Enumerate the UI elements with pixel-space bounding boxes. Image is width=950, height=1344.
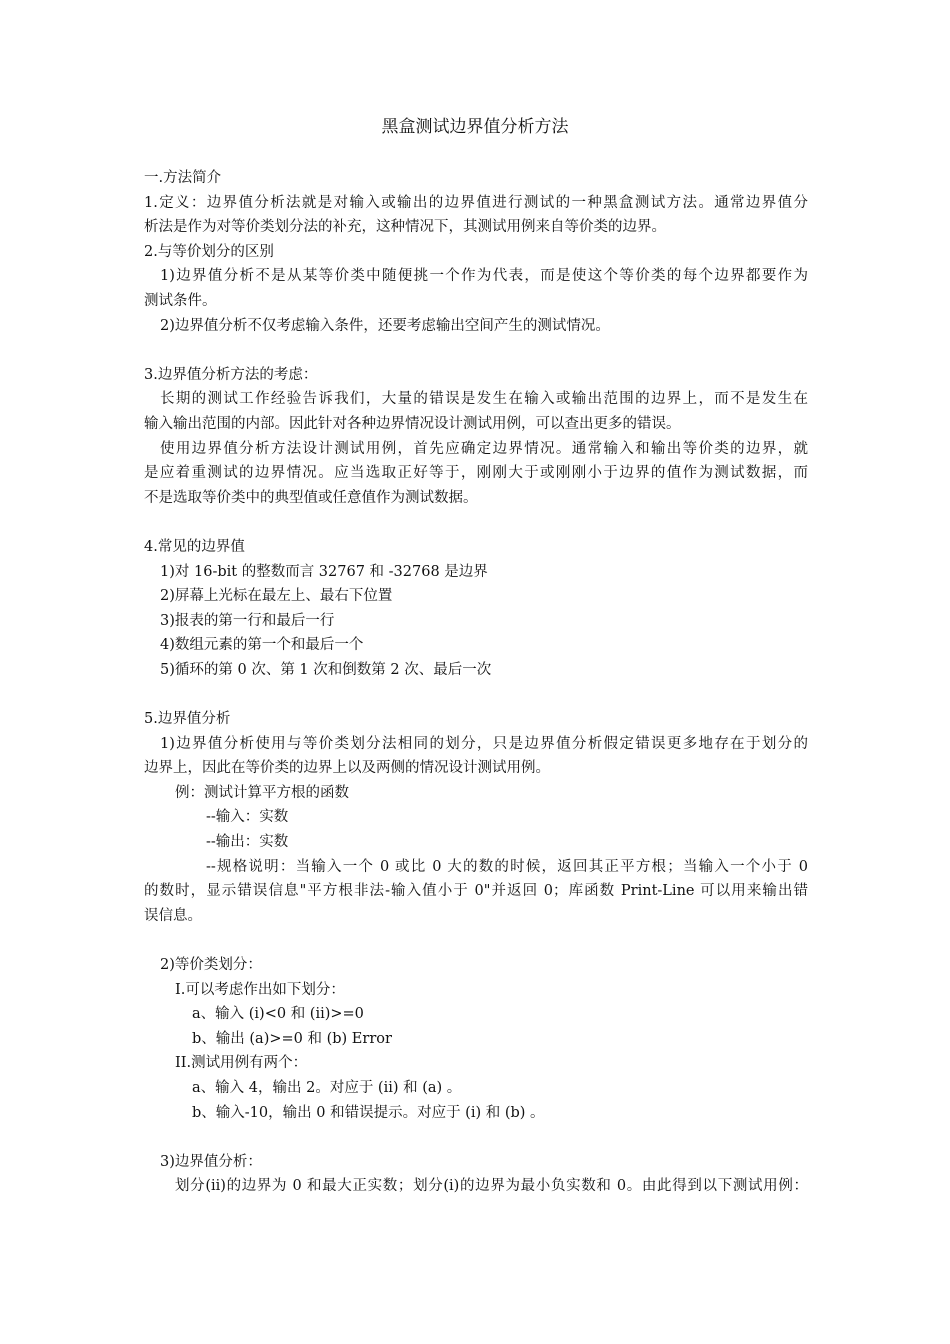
- paragraph-line: 是应着重测试的边界情况。应当选取正好等于，刚刚大于或刚刚小于边界的值作为测试数据，而: [144, 465, 808, 482]
- paragraph-line: 1)边界值分析使用与等价类划分法相同的划分，只是边界值分析假定错误更多地存在于划分的: [160, 735, 808, 752]
- paragraph-line: 划分(ii)的边界为 0 和最大正实数；划分(i)的边界为最小负实数和 0。由此得到以下测试用例：: [175, 1178, 808, 1195]
- example-line: --规格说明：当输入一个 0 或比 0 大的数的时候，返回其正平方根；当输入一个小于 0: [206, 858, 808, 875]
- blank-line: [144, 338, 808, 363]
- section-heading-considerations: 3.边界值分析方法的考虑：: [144, 366, 318, 383]
- paragraph-line: 不是选取等价类中的典型值或任意值作为测试数据。: [144, 489, 478, 506]
- paragraph-line: 1)边界值分析不是从某等价类中随便挑一个作为代表，而是使这个等价类的每个边界都要作为: [160, 268, 808, 285]
- list-item: II.测试用例有两个：: [175, 1055, 308, 1072]
- section-heading-difference: 2.与等价划分的区别: [144, 243, 274, 260]
- list-item: 5)循环的第 0 次、第 1 次和倒数第 2 次、最后一次: [160, 661, 492, 678]
- paragraph-line: 输入输出范围的内部。因此针对各种边界情况设计测试用例，可以查出更多的错误。: [144, 415, 681, 432]
- list-item: 1)对 16-bit 的整数而言 32767 和 -32768 是边界: [160, 563, 488, 580]
- blank-line: [144, 510, 808, 535]
- list-item: 3)报表的第一行和最后一行: [160, 612, 335, 629]
- blank-line: [144, 1125, 808, 1150]
- document-title: 黑盒测试边界值分析方法: [381, 117, 569, 137]
- paragraph-line: 2)边界值分析不仅考虑输入条件，还要考虑输出空间产生的测试情况。: [160, 317, 610, 334]
- list-item: b、输入-10，输出 0 和错误提示。对应于 (i) 和 (b) 。: [192, 1104, 545, 1121]
- section-heading-boundary-analysis: 5.边界值分析: [144, 711, 231, 728]
- list-item: b、输出 (a)>=0 和 (b) Error: [192, 1030, 392, 1047]
- paragraph-line: 误信息。: [144, 907, 202, 924]
- blank-line: [144, 928, 808, 953]
- section-heading-intro: 一.方法简介: [144, 170, 222, 186]
- list-item: I.可以考虑作出如下划分：: [175, 981, 345, 998]
- section-heading-common-boundaries: 4.常见的边界值: [144, 538, 245, 555]
- paragraph-line: 边界上，因此在等价类的边界上以及两侧的情况设计测试用例。: [144, 760, 550, 777]
- list-item: a、输入 (i)<0 和 (ii)>=0: [192, 1006, 364, 1023]
- paragraph-line: 使用边界值分析方法设计测试用例，首先应确定边界情况。通常输入和输出等价类的边界，就: [160, 440, 808, 457]
- paragraph-line: 1.定义：边界值分析法就是对输入或输出的边界值进行测试的一种黑盒测试方法。通常边界值分: [144, 194, 808, 211]
- subsection-heading: 2)等价类划分：: [160, 957, 262, 973]
- blank-line: [144, 682, 808, 707]
- example-line: --输出：实数: [206, 834, 289, 851]
- subsection-heading: 3)边界值分析：: [160, 1153, 262, 1170]
- list-item: 2)屏幕上光标在最左上、最右下位置: [160, 588, 393, 605]
- paragraph-line: 的数时，显示错误信息"平方根非法-输入值小于 0"并返回 0；库函数 Print-Line 可以用来输出错: [144, 883, 808, 900]
- example-line: --输入：实数: [206, 809, 289, 826]
- list-item: a、输入 4，输出 2。对应于 (ii) 和 (a) 。: [192, 1079, 462, 1096]
- list-item: 4)数组元素的第一个和最后一个: [160, 637, 364, 654]
- paragraph-line: 长期的测试工作经验告诉我们，大量的错误是发生在输入或输出范围的边界上，而不是发生在: [160, 391, 808, 408]
- document-body: [144, 166, 808, 1199]
- paragraph-line: 析法是作为对等价类划分法的补充，这种情况下，其测试用例来自等价类的边界。: [144, 219, 666, 236]
- paragraph-line: 测试条件。: [144, 292, 217, 309]
- example-line: 例：测试计算平方根的函数: [175, 784, 349, 801]
